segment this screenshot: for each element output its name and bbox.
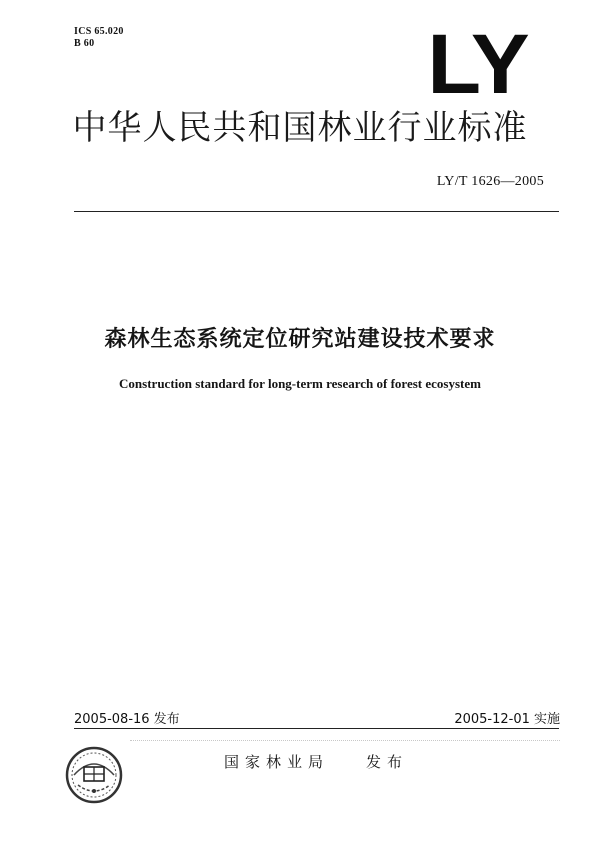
issue-date: 2005-08-16 发布 (74, 712, 180, 727)
ics-code: ICS 65.020 (74, 26, 124, 37)
implementation-date: 2005-12-01 实施 (454, 712, 560, 727)
document-title-english: Construction standard for long-term research of forest ecosystem (119, 376, 481, 391)
standard-number: LY/T 1626—2005 (436, 174, 544, 189)
official-seal-icon (64, 745, 124, 805)
standard-title: 中华人民共和国林业行业标准 (72, 108, 528, 148)
issuer-action: 发布 (366, 753, 409, 771)
ly-logo: LY (427, 17, 528, 111)
issuer-name: 国家林业局 (224, 753, 330, 771)
bottom-divider (74, 728, 559, 729)
document-title: 森林生态系统定位研究站建设技术要求 (104, 327, 496, 352)
top-divider (74, 211, 559, 212)
ccs-code: B 60 (74, 38, 95, 49)
dotted-line (130, 740, 560, 743)
classification-codes (74, 26, 124, 50)
